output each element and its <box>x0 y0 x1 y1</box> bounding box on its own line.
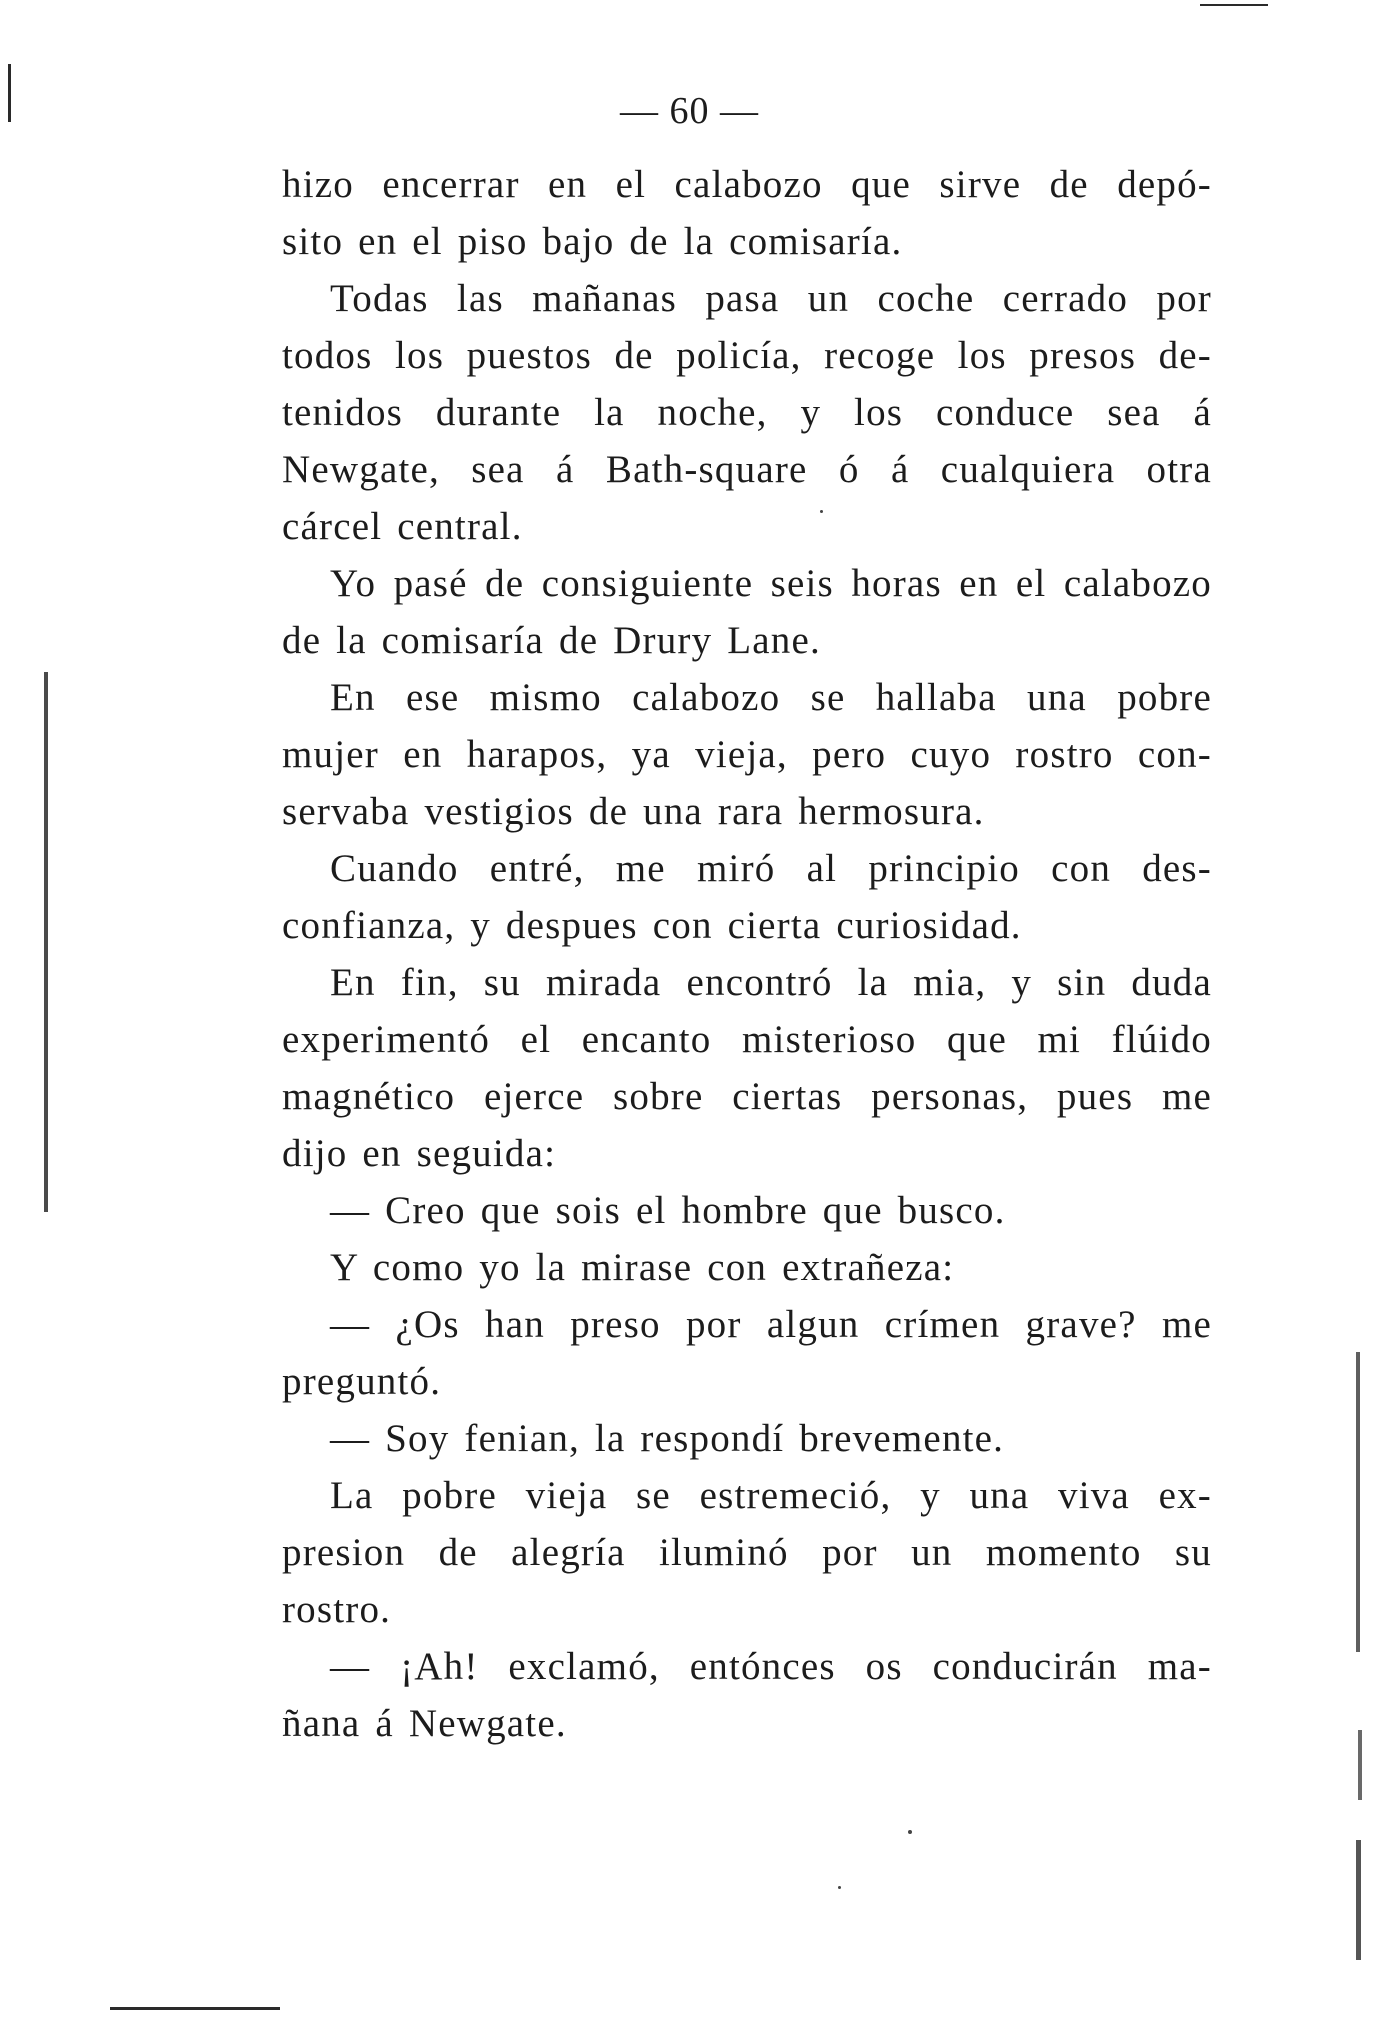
text-line: — ¡Ah! exclamó, entónces os conducirán ma- <box>330 1645 1212 1688</box>
paragraph <box>282 1296 1212 1410</box>
scan-artifact-right-margin-2 <box>1358 1730 1362 1800</box>
text-line: mujer en harapos, ya vieja, pero cuyo rostro con- <box>282 733 1212 776</box>
text-line: — Soy fenian, la respondí brevemente. <box>330 1417 1005 1460</box>
paragraph <box>282 1239 1212 1296</box>
text-line: Cuando entré, me miró al principio con des- <box>330 847 1212 890</box>
text-line: de la comisaría de Drury Lane. <box>282 619 821 662</box>
text-line: Todas las mañanas pasa un coche cerrado por <box>330 277 1212 320</box>
paragraph <box>282 1638 1212 1752</box>
text-line: En fin, su mirada encontró la mia, y sin duda <box>330 961 1212 1004</box>
text-line: tenidos durante la noche, y los conduce sea á <box>282 391 1212 434</box>
text-line: presion de alegría iluminó por un momento su <box>282 1531 1212 1574</box>
text-line: rostro. <box>282 1588 392 1631</box>
text-line: dijo en seguida: <box>282 1132 557 1175</box>
text-line: servaba vestigios de una rara hermosura. <box>282 790 985 833</box>
text-line: En ese mismo calabozo se hallaba una pobre <box>330 676 1212 719</box>
text-line: Yo pasé de consiguiente seis horas en el calabozo <box>330 562 1212 605</box>
text-line: Y como yo la mirase con extrañeza: <box>330 1246 955 1289</box>
text-line: ñana á Newgate. <box>282 1702 567 1745</box>
text-line: todos los puestos de policía, recoge los presos de- <box>282 334 1212 377</box>
text-line: sito en el piso bajo de la comisaría. <box>282 220 903 263</box>
body-text <box>282 156 1212 1752</box>
text-line: — Creo que sois el hombre que busco. <box>330 1189 1006 1232</box>
paragraph <box>282 270 1212 555</box>
page-number: — 60 — <box>620 90 759 132</box>
text-line: experimentó el encanto misterioso que mi flúido <box>282 1018 1212 1061</box>
text-line: preguntó. <box>282 1360 442 1403</box>
scan-speck <box>908 1830 912 1834</box>
text-line: confianza, y despues con cierta curiosidad. <box>282 904 1022 947</box>
paragraph <box>282 954 1212 1182</box>
paragraph <box>282 1182 1212 1239</box>
scan-speck <box>838 1886 841 1889</box>
text-line: Newgate, sea á Bath-square ó á cualquiera otra <box>282 448 1212 491</box>
scan-artifact-top-right <box>1200 4 1268 6</box>
scan-artifact-right-margin-1 <box>1356 1352 1360 1652</box>
text-line: cárcel central. <box>282 505 523 548</box>
paragraph <box>282 156 1212 270</box>
paragraph <box>282 555 1212 669</box>
scan-artifact-left-margin <box>44 672 48 1212</box>
text-line: La pobre vieja se estremeció, y una viva ex- <box>330 1474 1212 1517</box>
paragraph <box>282 669 1212 840</box>
text-line: hizo encerrar en el calabozo que sirve de depó- <box>282 163 1212 206</box>
text-line: — ¿Os han preso por algun crímen grave? me <box>330 1303 1212 1346</box>
scan-artifact-right-margin-3 <box>1356 1840 1361 1960</box>
paragraph <box>282 840 1212 954</box>
paragraph <box>282 1410 1212 1467</box>
paragraph <box>282 1467 1212 1638</box>
scan-artifact-bottom-left <box>110 2007 280 2010</box>
text-line: magnético ejerce sobre ciertas personas, pues me <box>282 1075 1212 1118</box>
